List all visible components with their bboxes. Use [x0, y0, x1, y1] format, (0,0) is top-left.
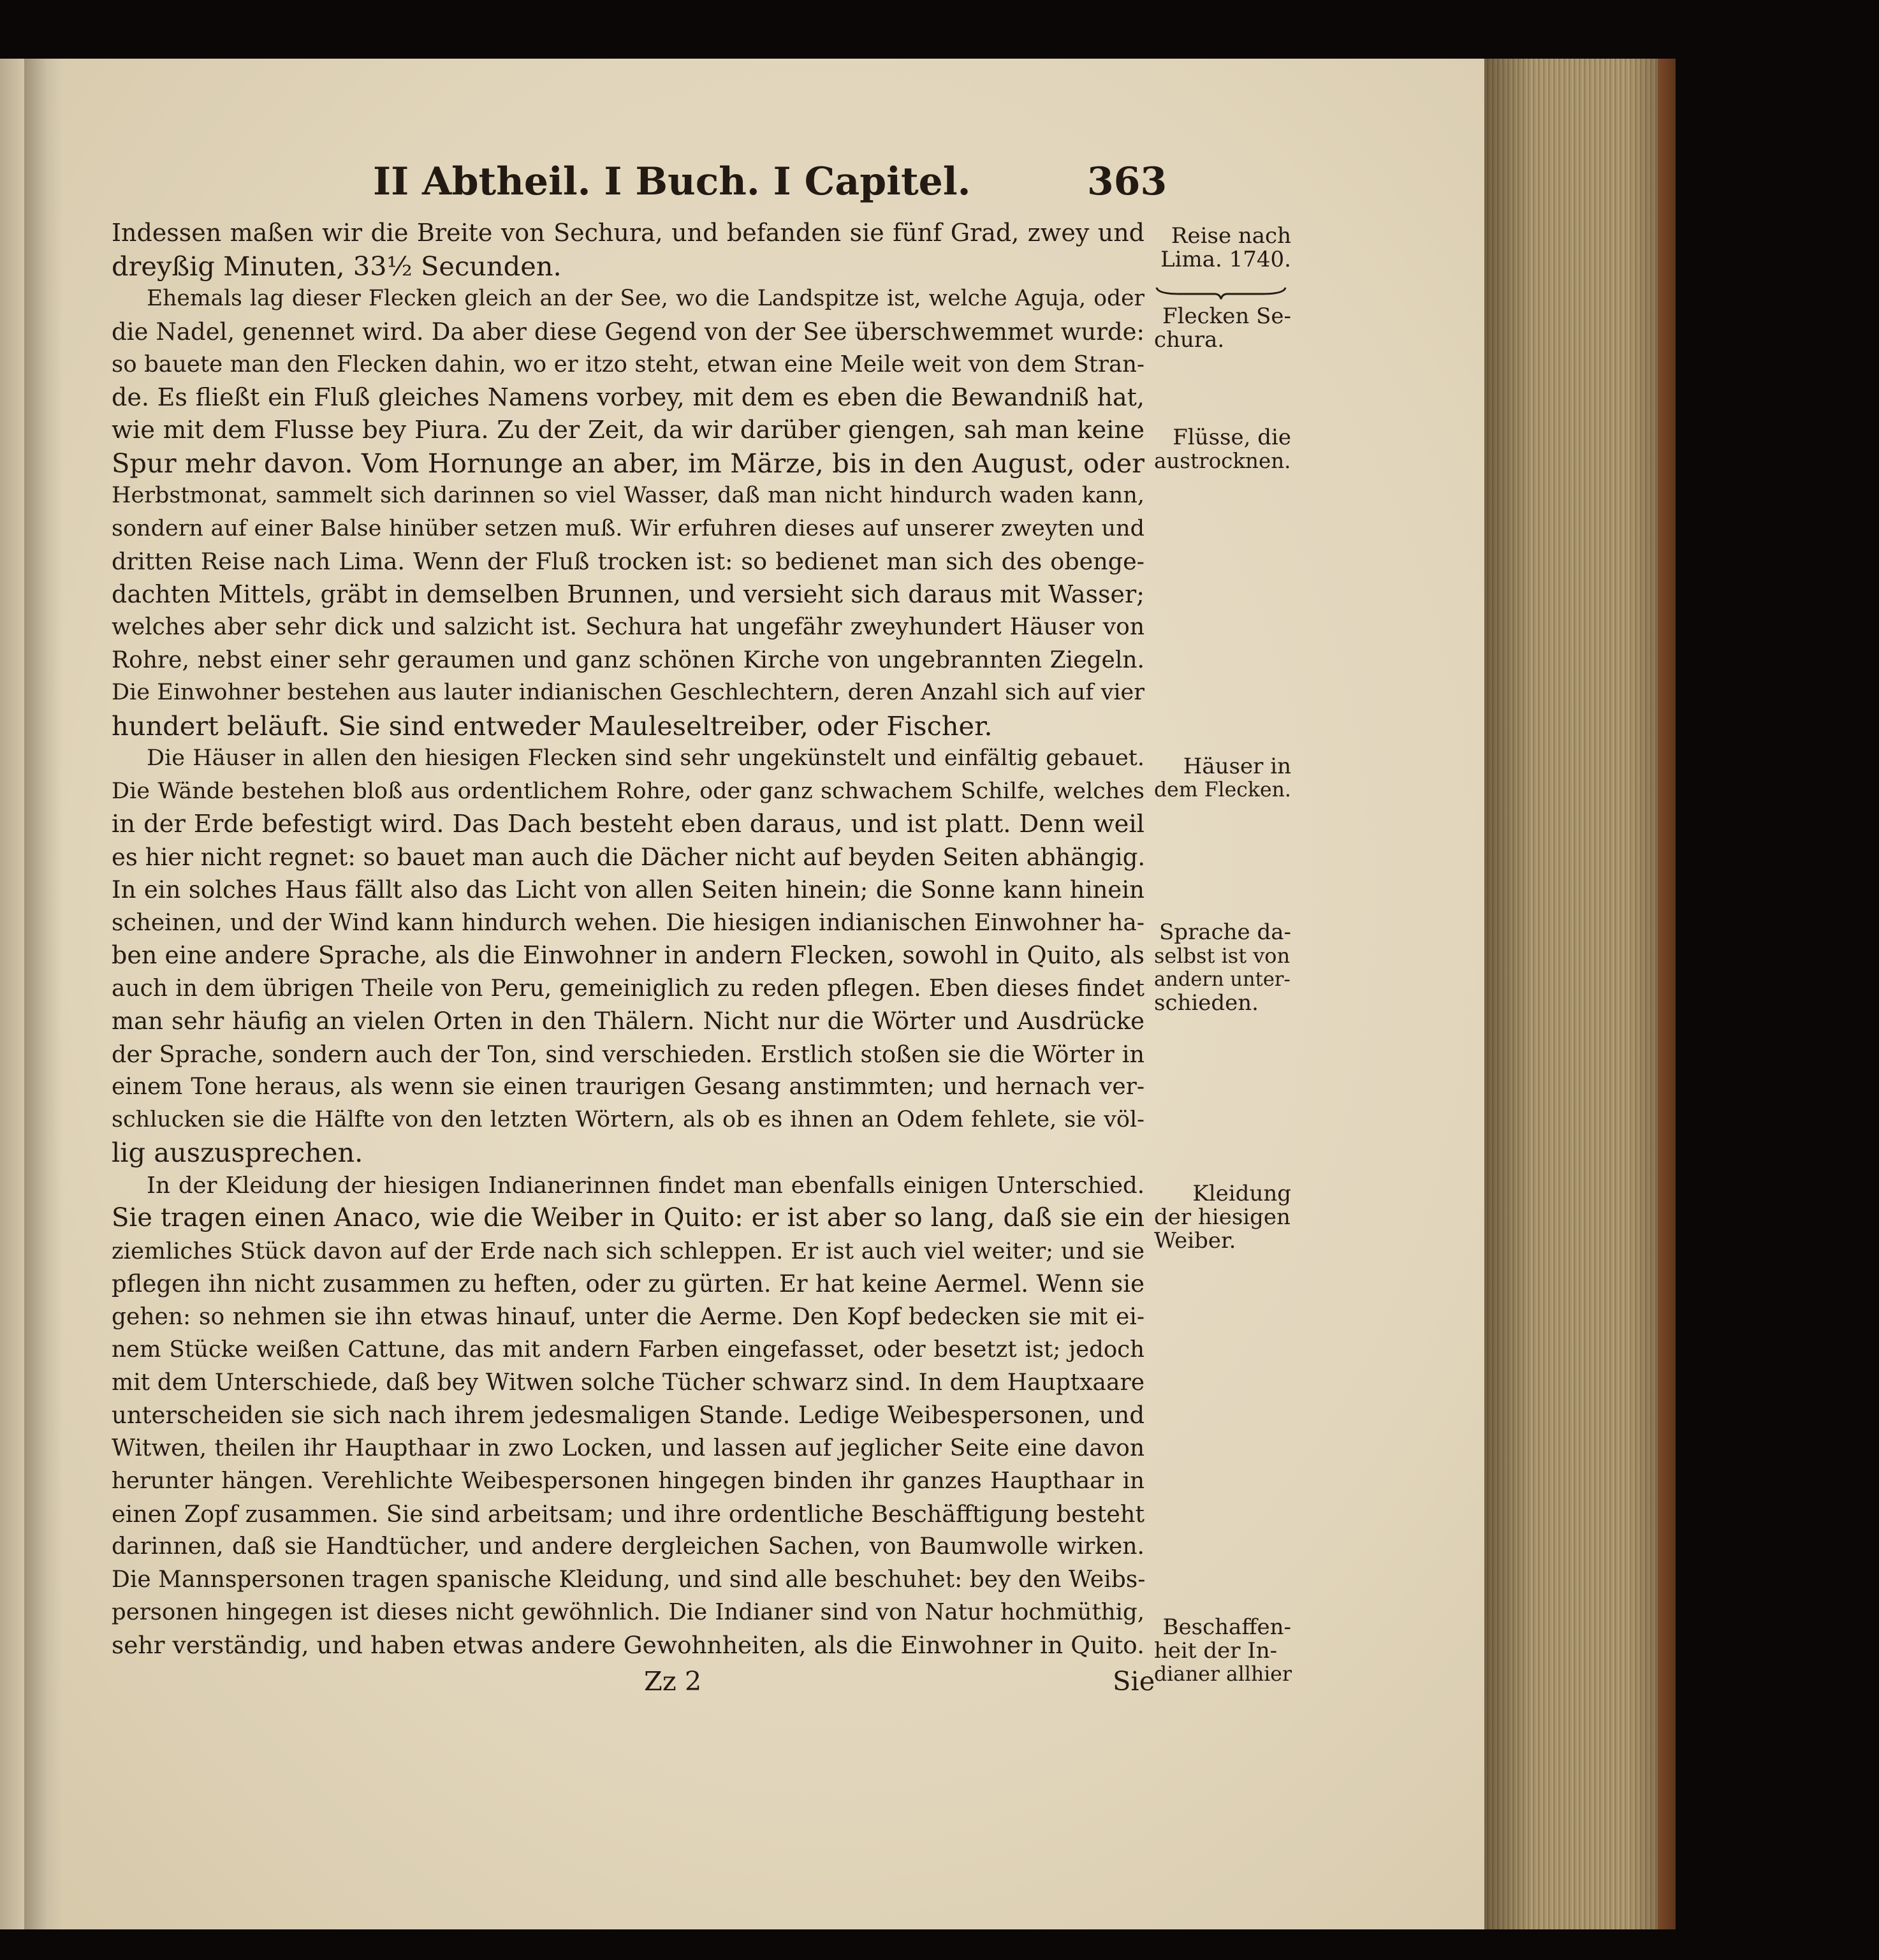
marginal-line: austrocknen.	[1154, 449, 1291, 473]
text-line: schlucken sie die Hälfte von den letzten Wörtern, als ob es ihnen an Odem fehlete, sie völ-	[112, 1106, 1144, 1132]
catchword: Sie	[1113, 1665, 1155, 1697]
body-text	[112, 217, 1144, 1662]
text-line: welches aber sehr dick und salzicht ist. Sechura hat ungefähr zweyhundert Häuser von	[112, 614, 1144, 640]
text-line: so bauete man den Flecken dahin, wo er itzo steht, etwan eine Meile weit von dem Stran-	[112, 351, 1144, 377]
page-gutter-shadow	[24, 59, 62, 1929]
text-line: unterscheiden sie sich nach ihrem jedesmaligen Stande. Ledige Weibespersonen, und	[112, 1401, 1144, 1429]
book-cover-edge	[1658, 59, 1676, 1929]
page-block-shading	[1484, 59, 1676, 1929]
signature-mark: Zz 2	[644, 1665, 702, 1697]
text-line: einen Zopf zusammen. Sie sind arbeitsam; und ihre ordentliche Beschäfftigung besteht	[112, 1500, 1144, 1528]
text-line: gehen: so nehmen sie ihn etwas hinauf, unter die Aerme. Den Kopf bedecken sie mit ei-	[112, 1303, 1144, 1330]
text-line: dritten Reise nach Lima. Wenn der Fluß trocken ist: so bedienet man sich des obenge-	[112, 548, 1144, 575]
facing-page-edge	[0, 59, 24, 1929]
marginal-line: Häuser in	[1183, 754, 1291, 779]
marginal-line: Lima. 1740.	[1160, 247, 1291, 272]
marginal-note-sprache	[1154, 921, 1291, 1015]
page-number: 363	[1087, 159, 1167, 204]
marginal-line: Weiber.	[1154, 1228, 1236, 1254]
underbrace-ornament	[1154, 286, 1288, 300]
marginal-line: heit der In-	[1154, 1638, 1278, 1664]
text-line: ziemliches Stück davon auf der Erde nach sich schleppen. Er ist auch viel weiter; und sie	[112, 1238, 1144, 1264]
text-line: Rohre, nebst einer sehr geraumen und ganz schönen Kirche von ungebrannten Ziegeln.	[112, 647, 1144, 673]
text-line: In ein solches Haus fällt also das Licht von allen Seiten hinein; die Sonne kann hinein	[112, 876, 1144, 903]
text-line: Die Wände bestehen bloß aus ordentlichem Rohre, oder ganz schwachem Schilfe, welches	[112, 778, 1144, 804]
marginal-note-flecken	[1154, 305, 1291, 352]
text-line: in der Erde befestigt wird. Das Dach besteht eben daraus, und ist platt. Denn weil	[112, 810, 1144, 838]
paragraph-start-line: In der Kleidung der hiesigen Indianerinnen findet man ebenfalls einigen Unterschied.	[147, 1172, 1144, 1199]
text-line: sondern auf einer Balse hinüber setzen muß. Wir erfuhren dieses auf unserer zweyten und	[112, 515, 1144, 541]
text-line: auch in dem übrigen Theile von Peru, gemeiniglich zu reden pflegen. Eben dieses findet	[112, 975, 1144, 1002]
text-line: dreyßig Minuten, 33½ Secunden.	[112, 250, 562, 282]
text-line: de. Es fließt ein Fluß gleiches Namens vorbey, mit dem es eben die Bewandniß hat,	[112, 383, 1144, 411]
text-line: nem Stücke weißen Cattune, das mit andern Farben eingefasset, oder besetzt ist; jedoch	[112, 1336, 1144, 1363]
text-line: der Sprache, sondern auch der Ton, sind verschieden. Erstlich stoßen sie die Wörter in	[112, 1040, 1144, 1068]
marginal-line: der hiesigen	[1154, 1204, 1290, 1230]
text-line: dachten Mittels, gräbt in demselben Brunnen, und versieht sich daraus mit Wasser;	[112, 580, 1144, 608]
marginal-line: Kleidung	[1192, 1181, 1291, 1206]
text-line: Die Mannspersonen tragen spanische Kleidung, und sind alle beschuhet: bey den Weibs-	[112, 1566, 1146, 1593]
marginal-line: Flüsse, die	[1173, 425, 1291, 450]
marginal-note-beschaffenheit	[1154, 1616, 1291, 1686]
text-line: einem Tone heraus, als wenn sie einen traurigen Gesang anstimmten; und hernach ver-	[112, 1074, 1144, 1100]
text-line: Die Einwohner bestehen aus lauter indianischen Geschlechtern, deren Anzahl sich auf vier	[112, 680, 1144, 705]
paragraph-start-line: Die Häuser in allen den hiesigen Flecken sind sehr ungekünstelt und einfältig gebauet.	[147, 745, 1144, 771]
text-line: mit dem Unterschiede, daß bey Witwen solche Tücher schwarz sind. In dem Hauptхaare	[112, 1369, 1144, 1396]
paragraph-start-line: Ehemals lag dieser Flecken gleich an der See, wo die Landspitze ist, welche Aguja, oder	[147, 286, 1144, 311]
text-line: es hier nicht regnet: so bauet man auch die Dächer nicht auf beyden Seiten abhängig.	[112, 843, 1146, 871]
text-line: Indessen maßen wir die Breite von Sechura, und befanden sie fünf Grad, zwey und	[112, 219, 1144, 247]
text-line: die Nadel, genennet wird. Da aber diese Gegend von der See überschwemmet wurde:	[112, 318, 1144, 346]
text-line: hundert beläuft. Sie sind entweder Mauleseltreiber, oder Fischer.	[112, 710, 993, 742]
marginal-line: dem Flecken.	[1154, 779, 1291, 801]
text-line: wie mit dem Flusse bey Piura. Zu der Zeit, da wir darüber giengen, sah man keine	[112, 416, 1144, 444]
marginal-note-kleidung	[1154, 1182, 1291, 1253]
marginal-line: Sprache da-	[1159, 919, 1291, 945]
text-line: darinnen, daß sie Handtücher, und andere dergleichen Sachen, von Baumwolle wirken.	[112, 1533, 1144, 1560]
text-line: Sie tragen einen Anaco, wie die Weiber in Quito: er ist aber so lang, daß sie ein	[112, 1203, 1144, 1232]
running-head: II Abtheil. I Buch. I Capitel.	[373, 159, 971, 204]
text-line: man sehr häufig an vielen Orten in den Thälern. Nicht nur die Wörter und Ausdrücke	[112, 1007, 1144, 1035]
text-line: Herbstmonat, sammelt sich darinnen so viel Wasser, daß man nicht hindurch waden kann,	[112, 483, 1144, 508]
text-line: lig auszusprechen.	[112, 1137, 363, 1168]
marginal-line: Reise nach	[1171, 223, 1291, 249]
text-line: Spur mehr davon. Vom Hornunge an aber, im Märze, bis in den August, oder	[112, 447, 1144, 479]
marginal-line: selbst ist von	[1154, 944, 1290, 968]
text-line: pflegen ihn nicht zusammen zu heften, oder zu gürten. Er hat keine Aermel. Wenn sie	[112, 1270, 1144, 1298]
text-line: scheinen, und der Wind kann hindurch wehen. Die hiesigen indianischen Einwohner ha-	[112, 909, 1144, 936]
marginal-note-fluesse	[1154, 426, 1291, 473]
marginal-line: andern unter-	[1154, 969, 1290, 991]
text-line: personen hingegen ist dieses nicht gewöhnlich. Die Indianer sind von Natur hochmüthig,	[112, 1599, 1144, 1625]
marginal-line: Flecken Se-	[1162, 304, 1291, 329]
text-line: ben eine andere Sprache, als die Einwohner in andern Flecken, sowohl in Quito, als	[112, 941, 1144, 969]
marginal-note-haeuser	[1154, 755, 1291, 802]
marginal-line: Beschaffen-	[1162, 1614, 1291, 1640]
marginal-line: schieden.	[1154, 990, 1259, 1016]
marginal-note-reise	[1154, 224, 1291, 272]
text-line: Witwen, theilen ihr Haupthaar in zwo Locken, und lassen auf jeglicher Seite eine davon	[112, 1435, 1144, 1461]
marginal-line: chura.	[1154, 327, 1225, 353]
text-line: sehr verständig, und haben etwas andere Gewohnheiten, als die Einwohner in Quito.	[112, 1630, 1144, 1659]
text-line: herunter hängen. Verehlichte Weibespersonen hingegen binden ihr ganzes Haupthaar in	[112, 1468, 1144, 1494]
marginal-line: dianer allhier	[1154, 1663, 1292, 1686]
